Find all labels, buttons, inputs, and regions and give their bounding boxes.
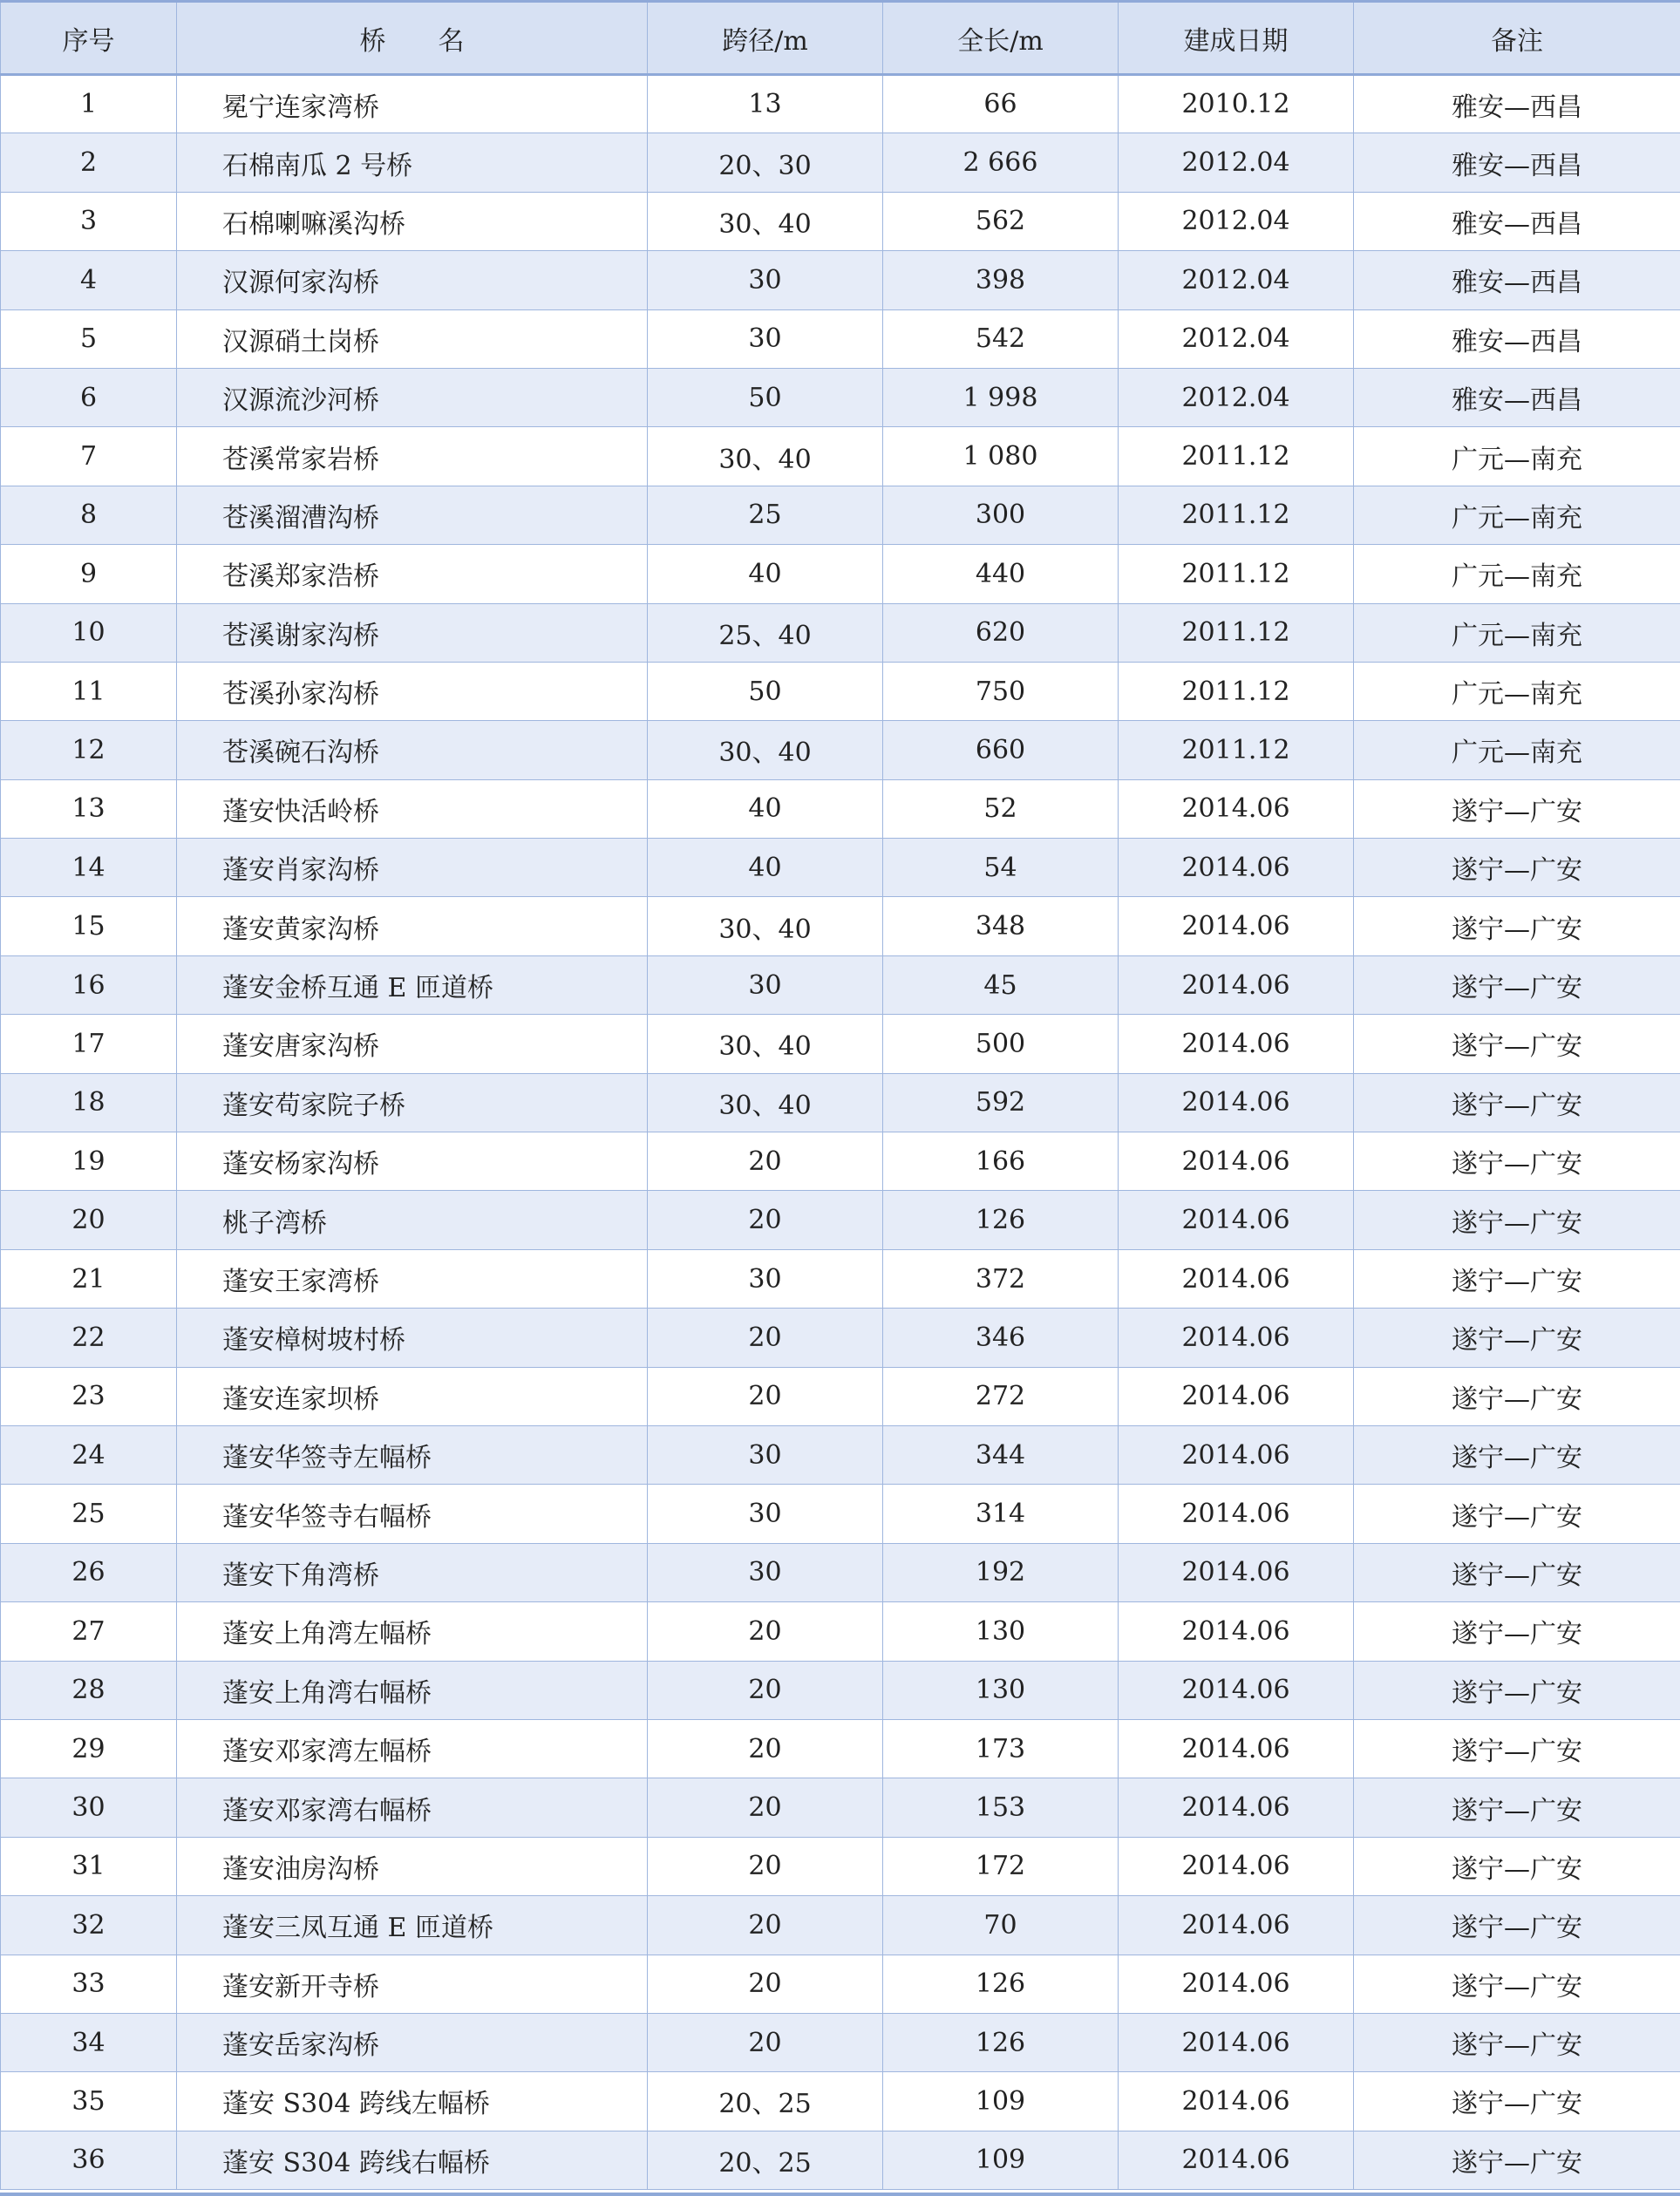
- table-row: [1, 955, 1680, 1014]
- header-row: [1, 2, 1680, 75]
- cell-total-length: 346: [883, 1309, 1119, 1367]
- cell-index: 7: [1, 427, 177, 486]
- table-row: [1, 1249, 1680, 1308]
- cell-index: 19: [1, 1132, 177, 1191]
- cell-completion-date: 2014.06: [1119, 1309, 1354, 1367]
- cell-span: 20: [648, 1309, 883, 1367]
- cell-bridge-name: 石棉南瓜 2 号桥: [177, 133, 648, 192]
- cell-completion-date: 2014.06: [1119, 1015, 1354, 1073]
- cell-index: 17: [1, 1015, 177, 1073]
- header-bridge-name: 桥 名: [177, 2, 648, 75]
- cell-completion-date: 2012.04: [1119, 251, 1354, 309]
- cell-completion-date: 2014.06: [1119, 1249, 1354, 1308]
- header-completion-date: 建成日期: [1119, 2, 1354, 75]
- cell-bridge-name: 蓬安 S304 跨线左幅桥: [177, 2072, 648, 2131]
- cell-total-length: 272: [883, 1367, 1119, 1425]
- cell-bridge-name: 苍溪溜漕沟桥: [177, 486, 648, 544]
- table-row: [1, 1602, 1680, 1661]
- table-row: [1, 1073, 1680, 1132]
- table-row: [1, 309, 1680, 368]
- cell-index: 33: [1, 1955, 177, 2013]
- cell-span: 30: [648, 251, 883, 309]
- cell-remarks: 遂宁—广安: [1354, 1543, 1680, 1601]
- cell-index: 30: [1, 1778, 177, 1837]
- table-row: [1, 1132, 1680, 1191]
- cell-remarks: 遂宁—广安: [1354, 1015, 1680, 1073]
- cell-completion-date: 2010.12: [1119, 75, 1354, 133]
- cell-remarks: 雅安—西昌: [1354, 192, 1680, 250]
- cell-span: 50: [648, 662, 883, 720]
- cell-index: 27: [1, 1602, 177, 1661]
- cell-remarks: 遂宁—广安: [1354, 1719, 1680, 1778]
- cell-bridge-name: 苍溪碗石沟桥: [177, 721, 648, 779]
- cell-remarks: 遂宁—广安: [1354, 1602, 1680, 1661]
- cell-completion-date: 2014.06: [1119, 1719, 1354, 1778]
- table-row: [1, 603, 1680, 662]
- table-row: [1, 133, 1680, 192]
- table-row: [1, 75, 1680, 133]
- cell-remarks: 遂宁—广安: [1354, 1661, 1680, 1719]
- cell-remarks: 遂宁—广安: [1354, 1425, 1680, 1484]
- cell-remarks: 广元—南充: [1354, 721, 1680, 779]
- cell-bridge-name: 蓬安油房沟桥: [177, 1837, 648, 1895]
- cell-index: 32: [1, 1896, 177, 1955]
- table-row: [1, 1367, 1680, 1425]
- cell-completion-date: 2014.06: [1119, 2013, 1354, 2071]
- cell-remarks: 遂宁—广安: [1354, 1249, 1680, 1308]
- table-row: [1, 1485, 1680, 1543]
- cell-index: 24: [1, 1425, 177, 1484]
- cell-total-length: 109: [883, 2131, 1119, 2189]
- table-row: [1, 1955, 1680, 2013]
- table-row: [1, 1191, 1680, 1249]
- cell-index: 15: [1, 897, 177, 955]
- table-row: [1, 721, 1680, 779]
- cell-completion-date: 2012.04: [1119, 192, 1354, 250]
- cell-bridge-name: 蓬安上角湾右幅桥: [177, 1661, 648, 1719]
- table-row: [1, 1309, 1680, 1367]
- cell-span: 25、40: [648, 603, 883, 662]
- cell-span: 30、40: [648, 721, 883, 779]
- cell-span: 20、25: [648, 2072, 883, 2131]
- cell-completion-date: 2011.12: [1119, 721, 1354, 779]
- table-header: [1, 2, 1680, 75]
- cell-index: 18: [1, 1073, 177, 1132]
- table-row: [1, 1015, 1680, 1073]
- cell-remarks: 雅安—西昌: [1354, 368, 1680, 426]
- cell-span: 20: [648, 1602, 883, 1661]
- table-row: [1, 1837, 1680, 1895]
- cell-index: 8: [1, 486, 177, 544]
- header-index: 序号: [1, 2, 177, 75]
- cell-total-length: 126: [883, 2013, 1119, 2071]
- cell-bridge-name: 苍溪郑家浩桥: [177, 545, 648, 603]
- cell-bridge-name: 冕宁连家湾桥: [177, 75, 648, 133]
- cell-completion-date: 2014.06: [1119, 1661, 1354, 1719]
- cell-total-length: 348: [883, 897, 1119, 955]
- cell-index: 31: [1, 1837, 177, 1895]
- cell-completion-date: 2014.06: [1119, 1425, 1354, 1484]
- cell-bridge-name: 蓬安 S304 跨线右幅桥: [177, 2131, 648, 2189]
- cell-index: 25: [1, 1485, 177, 1543]
- cell-span: 20: [648, 1896, 883, 1955]
- cell-total-length: 2 666: [883, 133, 1119, 192]
- cell-bridge-name: 蓬安华签寺右幅桥: [177, 1485, 648, 1543]
- cell-remarks: 广元—南充: [1354, 603, 1680, 662]
- cell-total-length: 166: [883, 1132, 1119, 1191]
- cell-index: 22: [1, 1309, 177, 1367]
- cell-remarks: 雅安—西昌: [1354, 251, 1680, 309]
- cell-index: 35: [1, 2072, 177, 2131]
- cell-remarks: 遂宁—广安: [1354, 955, 1680, 1014]
- cell-span: 30: [648, 309, 883, 368]
- cell-total-length: 130: [883, 1602, 1119, 1661]
- cell-index: 34: [1, 2013, 177, 2071]
- cell-index: 28: [1, 1661, 177, 1719]
- cell-completion-date: 2014.06: [1119, 897, 1354, 955]
- table-row: [1, 251, 1680, 309]
- cell-completion-date: 2014.06: [1119, 1367, 1354, 1425]
- cell-span: 30、40: [648, 1015, 883, 1073]
- cell-remarks: 雅安—西昌: [1354, 75, 1680, 133]
- table-row: [1, 1543, 1680, 1601]
- cell-completion-date: 2014.06: [1119, 1896, 1354, 1955]
- cell-index: 2: [1, 133, 177, 192]
- cell-total-length: 620: [883, 603, 1119, 662]
- cell-index: 13: [1, 779, 177, 838]
- cell-span: 30: [648, 1485, 883, 1543]
- cell-bridge-name: 蓬安下角湾桥: [177, 1543, 648, 1601]
- cell-remarks: 遂宁—广安: [1354, 1132, 1680, 1191]
- cell-total-length: 153: [883, 1778, 1119, 1837]
- cell-total-length: 344: [883, 1425, 1119, 1484]
- cell-remarks: 遂宁—广安: [1354, 1073, 1680, 1132]
- cell-total-length: 173: [883, 1719, 1119, 1778]
- cell-bridge-name: 蓬安樟树坡村桥: [177, 1309, 648, 1367]
- table-row: [1, 897, 1680, 955]
- cell-bridge-name: 石棉喇嘛溪沟桥: [177, 192, 648, 250]
- cell-bridge-name: 蓬安邓家湾右幅桥: [177, 1778, 648, 1837]
- cell-span: 40: [648, 545, 883, 603]
- cell-bridge-name: 蓬安华签寺左幅桥: [177, 1425, 648, 1484]
- cell-completion-date: 2014.06: [1119, 1778, 1354, 1837]
- cell-index: 1: [1, 75, 177, 133]
- cell-index: 5: [1, 309, 177, 368]
- cell-bridge-name: 蓬安唐家沟桥: [177, 1015, 648, 1073]
- table-row: [1, 486, 1680, 544]
- cell-completion-date: 2014.06: [1119, 1543, 1354, 1601]
- cell-completion-date: 2012.04: [1119, 133, 1354, 192]
- cell-total-length: 1 080: [883, 427, 1119, 486]
- cell-completion-date: 2011.12: [1119, 545, 1354, 603]
- cell-span: 30: [648, 1249, 883, 1308]
- cell-total-length: 300: [883, 486, 1119, 544]
- cell-index: 23: [1, 1367, 177, 1425]
- table-row: [1, 1719, 1680, 1778]
- cell-total-length: 500: [883, 1015, 1119, 1073]
- cell-completion-date: 2014.06: [1119, 1191, 1354, 1249]
- cell-completion-date: 2014.06: [1119, 779, 1354, 838]
- cell-index: 36: [1, 2131, 177, 2189]
- table-row: [1, 427, 1680, 486]
- cell-bridge-name: 蓬安杨家沟桥: [177, 1132, 648, 1191]
- cell-span: 20: [648, 2013, 883, 2071]
- header-remarks: 备注: [1354, 2, 1680, 75]
- table-row: [1, 2072, 1680, 2131]
- cell-total-length: 192: [883, 1543, 1119, 1601]
- cell-total-length: 130: [883, 1661, 1119, 1719]
- cell-bridge-name: 蓬安肖家沟桥: [177, 839, 648, 897]
- cell-index: 9: [1, 545, 177, 603]
- header-total-length: 全长/m: [883, 2, 1119, 75]
- cell-remarks: 遂宁—广安: [1354, 897, 1680, 955]
- cell-total-length: 45: [883, 955, 1119, 1014]
- table-row: [1, 1425, 1680, 1484]
- cell-total-length: 750: [883, 662, 1119, 720]
- cell-total-length: 70: [883, 1896, 1119, 1955]
- cell-remarks: 广元—南充: [1354, 427, 1680, 486]
- cell-total-length: 126: [883, 1955, 1119, 2013]
- cell-span: 20: [648, 1132, 883, 1191]
- cell-index: 21: [1, 1249, 177, 1308]
- cell-total-length: 542: [883, 309, 1119, 368]
- cell-index: 3: [1, 192, 177, 250]
- cell-bridge-name: 汉源硝土岗桥: [177, 309, 648, 368]
- cell-span: 40: [648, 839, 883, 897]
- cell-span: 40: [648, 779, 883, 838]
- cell-span: 30、40: [648, 427, 883, 486]
- cell-remarks: 遂宁—广安: [1354, 1778, 1680, 1837]
- cell-index: 26: [1, 1543, 177, 1601]
- cell-completion-date: 2011.12: [1119, 427, 1354, 486]
- cell-remarks: 遂宁—广安: [1354, 1955, 1680, 2013]
- cell-completion-date: 2014.06: [1119, 839, 1354, 897]
- cell-index: 6: [1, 368, 177, 426]
- cell-total-length: 562: [883, 192, 1119, 250]
- cell-total-length: 314: [883, 1485, 1119, 1543]
- cell-remarks: 广元—南充: [1354, 486, 1680, 544]
- cell-span: 20: [648, 1955, 883, 2013]
- cell-remarks: 遂宁—广安: [1354, 1309, 1680, 1367]
- cell-remarks: 雅安—西昌: [1354, 309, 1680, 368]
- table-row: [1, 662, 1680, 720]
- cell-completion-date: 2014.06: [1119, 1485, 1354, 1543]
- cell-span: 20: [648, 1367, 883, 1425]
- table-row: [1, 1778, 1680, 1837]
- cell-span: 50: [648, 368, 883, 426]
- cell-total-length: 172: [883, 1837, 1119, 1895]
- table-row: [1, 2131, 1680, 2189]
- cell-span: 30、40: [648, 1073, 883, 1132]
- cell-total-length: 592: [883, 1073, 1119, 1132]
- cell-span: 20、30: [648, 133, 883, 192]
- cell-bridge-name: 蓬安苟家院子桥: [177, 1073, 648, 1132]
- cell-remarks: 遂宁—广安: [1354, 1367, 1680, 1425]
- cell-remarks: 遂宁—广安: [1354, 2072, 1680, 2131]
- cell-completion-date: 2012.04: [1119, 309, 1354, 368]
- cell-total-length: 1 998: [883, 368, 1119, 426]
- cell-index: 16: [1, 955, 177, 1014]
- cell-remarks: 广元—南充: [1354, 662, 1680, 720]
- cell-completion-date: 2012.04: [1119, 368, 1354, 426]
- cell-bridge-name: 蓬安上角湾左幅桥: [177, 1602, 648, 1661]
- cell-bridge-name: 蓬安王家湾桥: [177, 1249, 648, 1308]
- cell-total-length: 398: [883, 251, 1119, 309]
- cell-index: 11: [1, 662, 177, 720]
- cell-span: 30: [648, 1425, 883, 1484]
- header-span: 跨径/m: [648, 2, 883, 75]
- cell-total-length: 660: [883, 721, 1119, 779]
- cell-span: 20: [648, 1719, 883, 1778]
- cell-index: 29: [1, 1719, 177, 1778]
- cell-span: 30: [648, 955, 883, 1014]
- cell-remarks: 遂宁—广安: [1354, 1837, 1680, 1895]
- cell-remarks: 遂宁—广安: [1354, 839, 1680, 897]
- cell-completion-date: 2014.06: [1119, 2072, 1354, 2131]
- cell-completion-date: 2011.12: [1119, 603, 1354, 662]
- cell-remarks: 遂宁—广安: [1354, 779, 1680, 838]
- cell-total-length: 126: [883, 1191, 1119, 1249]
- cell-span: 20: [648, 1837, 883, 1895]
- table-row: [1, 779, 1680, 838]
- table-row: [1, 839, 1680, 897]
- cell-span: 25: [648, 486, 883, 544]
- cell-total-length: 54: [883, 839, 1119, 897]
- cell-span: 20: [648, 1191, 883, 1249]
- cell-bridge-name: 蓬安邓家湾左幅桥: [177, 1719, 648, 1778]
- cell-bridge-name: 蓬安快活岭桥: [177, 779, 648, 838]
- table-row: [1, 1661, 1680, 1719]
- cell-remarks: 雅安—西昌: [1354, 133, 1680, 192]
- cell-completion-date: 2014.06: [1119, 1837, 1354, 1895]
- cell-total-length: 109: [883, 2072, 1119, 2131]
- cell-bridge-name: 苍溪孙家沟桥: [177, 662, 648, 720]
- table-row: [1, 192, 1680, 250]
- cell-span: 30、40: [648, 897, 883, 955]
- cell-bridge-name: 蓬安黄家沟桥: [177, 897, 648, 955]
- cell-bridge-name: 蓬安岳家沟桥: [177, 2013, 648, 2071]
- table-row: [1, 545, 1680, 603]
- cell-completion-date: 2014.06: [1119, 1602, 1354, 1661]
- cell-completion-date: 2011.12: [1119, 662, 1354, 720]
- cell-remarks: 遂宁—广安: [1354, 1485, 1680, 1543]
- cell-remarks: 遂宁—广安: [1354, 1191, 1680, 1249]
- table-row: [1, 1896, 1680, 1955]
- cell-completion-date: 2014.06: [1119, 2131, 1354, 2189]
- table-row: [1, 2013, 1680, 2071]
- cell-span: 30: [648, 1543, 883, 1601]
- cell-span: 30、40: [648, 192, 883, 250]
- cell-bridge-name: 蓬安三凤互通 E 匝道桥: [177, 1896, 648, 1955]
- cell-index: 12: [1, 721, 177, 779]
- cell-bridge-name: 桃子湾桥: [177, 1191, 648, 1249]
- cell-span: 20: [648, 1661, 883, 1719]
- cell-span: 20、25: [648, 2131, 883, 2189]
- cell-remarks: 遂宁—广安: [1354, 1896, 1680, 1955]
- cell-index: 4: [1, 251, 177, 309]
- table-body: [1, 75, 1680, 2190]
- cell-bridge-name: 苍溪常家岩桥: [177, 427, 648, 486]
- cell-index: 14: [1, 839, 177, 897]
- cell-bridge-name: 蓬安新开寺桥: [177, 1955, 648, 2013]
- cell-remarks: 广元—南充: [1354, 545, 1680, 603]
- cell-remarks: 遂宁—广安: [1354, 2131, 1680, 2189]
- cell-total-length: 52: [883, 779, 1119, 838]
- cell-bridge-name: 汉源流沙河桥: [177, 368, 648, 426]
- cell-remarks: 遂宁—广安: [1354, 2013, 1680, 2071]
- cell-completion-date: 2014.06: [1119, 955, 1354, 1014]
- cell-completion-date: 2014.06: [1119, 1955, 1354, 2013]
- cell-index: 20: [1, 1191, 177, 1249]
- cell-bridge-name: 苍溪谢家沟桥: [177, 603, 648, 662]
- table-row: [1, 368, 1680, 426]
- cell-total-length: 440: [883, 545, 1119, 603]
- cell-total-length: 66: [883, 75, 1119, 133]
- cell-total-length: 372: [883, 1249, 1119, 1308]
- cell-span: 20: [648, 1778, 883, 1837]
- cell-bridge-name: 蓬安连家坝桥: [177, 1367, 648, 1425]
- cell-span: 13: [648, 75, 883, 133]
- cell-completion-date: 2011.12: [1119, 486, 1354, 544]
- cell-bridge-name: 蓬安金桥互通 E 匝道桥: [177, 955, 648, 1014]
- cell-index: 10: [1, 603, 177, 662]
- cell-completion-date: 2014.06: [1119, 1132, 1354, 1191]
- cell-completion-date: 2014.06: [1119, 1073, 1354, 1132]
- cell-bridge-name: 汉源何家沟桥: [177, 251, 648, 309]
